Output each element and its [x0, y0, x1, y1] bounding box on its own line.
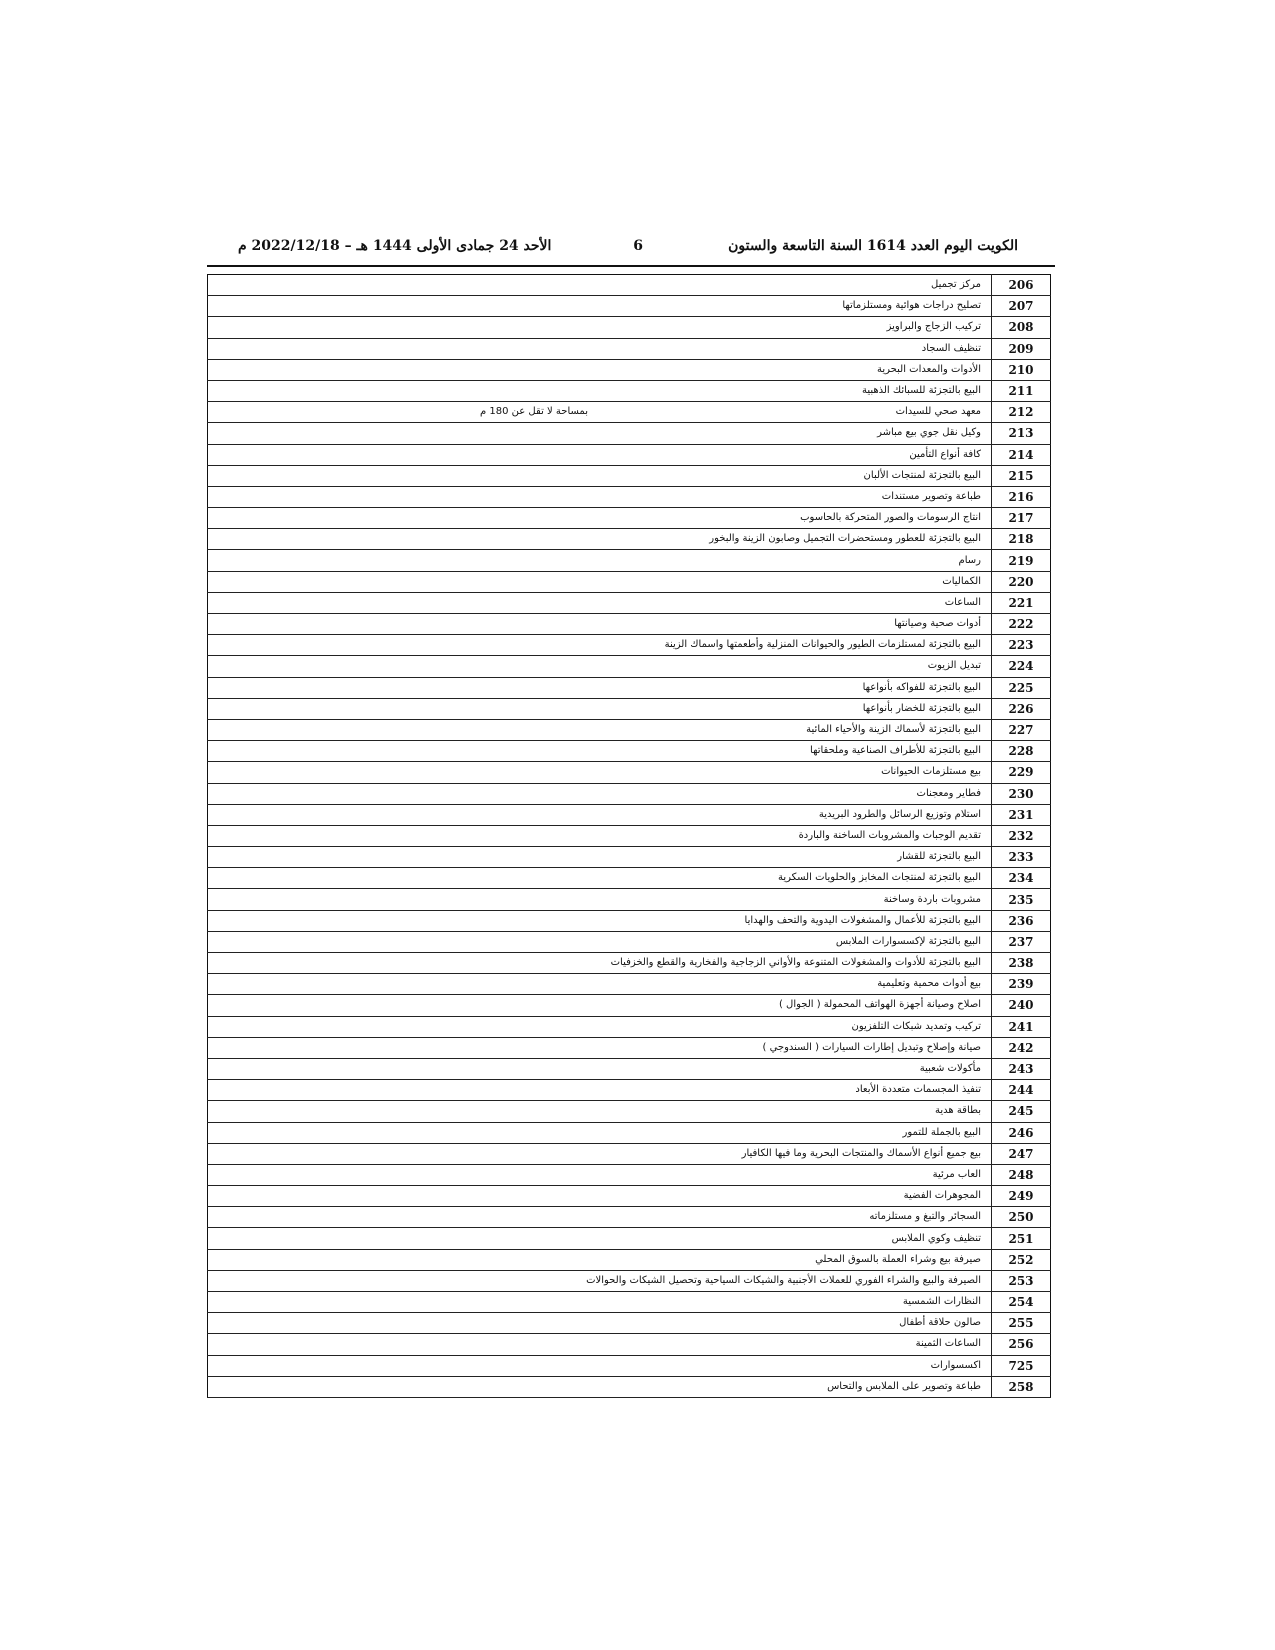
activity-note [208, 1376, 597, 1397]
activity-note [208, 1355, 597, 1376]
activity-note [208, 868, 597, 889]
activity-note [208, 1143, 597, 1164]
table-row [208, 974, 1051, 995]
activity-note [208, 741, 597, 762]
row-number: 253 [992, 1270, 1051, 1291]
activity-name: المجوهرات الفضية [596, 1186, 992, 1207]
table-row [208, 1164, 1051, 1185]
activity-note [208, 762, 597, 783]
activity-note [208, 359, 597, 380]
activity-name: الساعات [596, 592, 992, 613]
activity-name: البيع بالتجزئة للعطور ومستحضرات التجميل وصابون الزينة والبخور [596, 529, 992, 550]
activity-name: تصليح دراجات هوائية ومستلزماتها [596, 296, 992, 317]
table-row [208, 592, 1051, 613]
activity-name: النظارات الشمسية [596, 1292, 992, 1313]
table-row [208, 571, 1051, 592]
activity-note [208, 486, 597, 507]
activity-note [208, 592, 597, 613]
activity-name: بيع جميع أنواع الأسماك والمنتجات البحرية وما فيها الكافيار [596, 1143, 992, 1164]
row-number: 241 [992, 1016, 1051, 1037]
activity-note [208, 465, 597, 486]
row-number: 211 [992, 380, 1051, 401]
table-row [208, 614, 1051, 635]
activity-name: مأكولات شعبية [596, 1058, 992, 1079]
activity-note [208, 804, 597, 825]
activity-note [208, 910, 597, 931]
table-row [208, 1376, 1051, 1397]
table-row [208, 762, 1051, 783]
activity-note [208, 380, 597, 401]
activity-note [208, 953, 597, 974]
activity-note [208, 889, 597, 910]
activity-name: مركز تجميل [596, 275, 992, 296]
row-number: 242 [992, 1037, 1051, 1058]
table-row [208, 444, 1051, 465]
table-row [208, 1101, 1051, 1122]
activity-note [208, 529, 597, 550]
activity-name: البيع بالتجزئة للأدوات والمشغولات المتنوعة والأواني الزجاجية والفخارية والقطع والخزفيات [596, 953, 992, 974]
table-row [208, 359, 1051, 380]
activity-note [208, 1292, 597, 1313]
table-row [208, 1037, 1051, 1058]
row-number: 247 [992, 1143, 1051, 1164]
row-number: 238 [992, 953, 1051, 974]
row-number: 231 [992, 804, 1051, 825]
activity-name: البيع بالجملة للتمور [596, 1122, 992, 1143]
table-row [208, 1122, 1051, 1143]
activity-name: البيع بالتجزئة للسبائك الذهبية [596, 380, 992, 401]
row-number: 207 [992, 296, 1051, 317]
table-row [208, 1292, 1051, 1313]
activity-name: مشروبات باردة وساخنة [596, 889, 992, 910]
row-number: 227 [992, 719, 1051, 740]
table-row [208, 847, 1051, 868]
row-number: 255 [992, 1313, 1051, 1334]
activity-name: البيع بالتجزئة لأسماك الزينة والأحياء المائية [596, 719, 992, 740]
activity-note [208, 1058, 597, 1079]
table-row [208, 486, 1051, 507]
header-date: الأحد 24 جمادى الأولى 1444 هـ – 2022/12/18 م [238, 238, 552, 254]
activity-note [208, 296, 597, 317]
activity-note [208, 677, 597, 698]
table-row [208, 1080, 1051, 1101]
activity-name: صيرفة بيع وشراء العملة بالسوق المحلي [596, 1249, 992, 1270]
row-number: 229 [992, 762, 1051, 783]
table-row [208, 317, 1051, 338]
table-row [208, 1249, 1051, 1270]
table-row [208, 338, 1051, 359]
table-row [208, 931, 1051, 952]
activity-note [208, 338, 597, 359]
table-row [208, 1270, 1051, 1291]
activity-name: أدوات صحية وصيانتها [596, 614, 992, 635]
table-row [208, 1334, 1051, 1355]
row-number: 236 [992, 910, 1051, 931]
page-header [238, 238, 1018, 260]
table-row [208, 1355, 1051, 1376]
activity-name: انتاج الرسومات والصور المتحركة بالحاسوب [596, 508, 992, 529]
row-number: 223 [992, 635, 1051, 656]
header-page-number: 6 [633, 238, 643, 254]
activity-name: الصيرفة والبيع والشراء الفوري للعملات الأجنبية والشيكات السياحية وتحصيل الشيكات والحوالات [596, 1270, 992, 1291]
row-number: 220 [992, 571, 1051, 592]
header-rule [207, 265, 1055, 267]
table-row [208, 1186, 1051, 1207]
row-number: 214 [992, 444, 1051, 465]
activity-name: البيع بالتجزئة للقشار [596, 847, 992, 868]
row-number: 218 [992, 529, 1051, 550]
row-number: 248 [992, 1164, 1051, 1185]
table-row [208, 868, 1051, 889]
row-number: 232 [992, 825, 1051, 846]
row-number: 235 [992, 889, 1051, 910]
activity-name: صيانة وإصلاح وتبديل إطارات السيارات ( السندوجي ) [596, 1037, 992, 1058]
activity-note [208, 635, 597, 656]
row-number: 233 [992, 847, 1051, 868]
header-title: الكويت اليوم العدد 1614 السنة التاسعة والستون [728, 238, 1018, 254]
activity-note [208, 656, 597, 677]
activity-note [208, 825, 597, 846]
activity-note [208, 1313, 597, 1334]
table-row [208, 910, 1051, 931]
table-row [208, 1228, 1051, 1249]
row-number: 246 [992, 1122, 1051, 1143]
activity-name: اصلاح وصيانة أجهزة الهواتف المحمولة ( الجوال ) [596, 995, 992, 1016]
table-row [208, 1058, 1051, 1079]
activity-name: وكيل نقل جوي بيع مباشر [596, 423, 992, 444]
row-number: 228 [992, 741, 1051, 762]
activity-name: بيع أدوات محمية وتعليمية [596, 974, 992, 995]
row-number: 219 [992, 550, 1051, 571]
row-number: 251 [992, 1228, 1051, 1249]
table-row [208, 804, 1051, 825]
row-number: 210 [992, 359, 1051, 380]
activity-name: الساعات الثمينة [596, 1334, 992, 1355]
row-number: 258 [992, 1376, 1051, 1397]
row-number: 244 [992, 1080, 1051, 1101]
table-row [208, 380, 1051, 401]
row-number: 208 [992, 317, 1051, 338]
row-number: 225 [992, 677, 1051, 698]
activity-note: بمساحة لا تقل عن 180 م [208, 402, 597, 423]
activity-name: اكسسوارات [596, 1355, 992, 1376]
activity-note [208, 931, 597, 952]
row-number: 209 [992, 338, 1051, 359]
activity-note [208, 719, 597, 740]
activity-name: رسام [596, 550, 992, 571]
table-row [208, 508, 1051, 529]
activity-note [208, 698, 597, 719]
activity-name: البيع بالتجزئة لمستلزمات الطيور والحيوانات المنزلية وأطعمتها واسماك الزينة [596, 635, 992, 656]
table-row [208, 550, 1051, 571]
activity-note [208, 444, 597, 465]
table-row [208, 677, 1051, 698]
activity-name: الأدوات والمعدات البحرية [596, 359, 992, 380]
table-row [208, 889, 1051, 910]
activity-note [208, 1186, 597, 1207]
table-row [208, 635, 1051, 656]
activity-name: السجائر والتبغ و مستلزماته [596, 1207, 992, 1228]
activity-name: استلام وتوزيع الرسائل والطرود البريدية [596, 804, 992, 825]
row-number: 237 [992, 931, 1051, 952]
activity-note [208, 1037, 597, 1058]
row-number: 234 [992, 868, 1051, 889]
activity-note [208, 847, 597, 868]
activity-name: طباعة وتصوير مستندات [596, 486, 992, 507]
activity-note [208, 1228, 597, 1249]
row-number: 217 [992, 508, 1051, 529]
row-number: 222 [992, 614, 1051, 635]
row-number: 250 [992, 1207, 1051, 1228]
activity-note [208, 571, 597, 592]
activity-name: البيع بالتجزئة للأطراف الصناعية وملحقاتها [596, 741, 992, 762]
table-row [208, 995, 1051, 1016]
row-number: 252 [992, 1249, 1051, 1270]
row-number: 206 [992, 275, 1051, 296]
activity-name: تركيب وتمديد شبكات التلفزيون [596, 1016, 992, 1037]
table-row [208, 402, 1051, 423]
row-number: 226 [992, 698, 1051, 719]
table-row [208, 1143, 1051, 1164]
activity-note [208, 1016, 597, 1037]
activity-note [208, 1080, 597, 1101]
row-number: 230 [992, 783, 1051, 804]
table-row [208, 698, 1051, 719]
activity-note [208, 783, 597, 804]
row-number: 215 [992, 465, 1051, 486]
row-number: 256 [992, 1334, 1051, 1355]
row-number: 239 [992, 974, 1051, 995]
row-number: 245 [992, 1101, 1051, 1122]
activity-note [208, 317, 597, 338]
activity-name: صالون حلاقة أطفال [596, 1313, 992, 1334]
activity-note [208, 1122, 597, 1143]
activity-name: تبديل الزيوت [596, 656, 992, 677]
activity-name: معهد صحي للسيدات [596, 402, 992, 423]
activity-name: العاب مرئية [596, 1164, 992, 1185]
row-number: 213 [992, 423, 1051, 444]
activity-name: تنفيذ المجسمات متعددة الأبعاد [596, 1080, 992, 1101]
row-number: 254 [992, 1292, 1051, 1313]
activity-name: طباعة وتصوير على الملابس والتحاس [596, 1376, 992, 1397]
activity-name: بيع مستلزمات الحيوانات [596, 762, 992, 783]
activity-note [208, 508, 597, 529]
activity-name: البيع بالتجزئة لمنتجات الألبان [596, 465, 992, 486]
table-row [208, 465, 1051, 486]
activities-table-body [208, 275, 1051, 1398]
row-number: 212 [992, 402, 1051, 423]
activity-note [208, 995, 597, 1016]
table-row [208, 296, 1051, 317]
activity-name: البيع بالتجزئة للفواكه بأنواعها [596, 677, 992, 698]
row-number: 243 [992, 1058, 1051, 1079]
table-row [208, 719, 1051, 740]
activity-note [208, 1207, 597, 1228]
row-number: 249 [992, 1186, 1051, 1207]
table-row [208, 529, 1051, 550]
table-row [208, 953, 1051, 974]
activity-name: فطاير ومعجنات [596, 783, 992, 804]
activity-note [208, 423, 597, 444]
activity-note [208, 550, 597, 571]
activity-name: تنظيف وكوي الملابس [596, 1228, 992, 1249]
table-row [208, 741, 1051, 762]
activity-note [208, 614, 597, 635]
table-row [208, 825, 1051, 846]
activity-name: البيع بالتجزئة لإكسسوارات الملابس [596, 931, 992, 952]
row-number: 216 [992, 486, 1051, 507]
table-row [208, 1313, 1051, 1334]
activity-note [208, 974, 597, 995]
activity-name: البيع بالتجزئة للخضار بأنواعها [596, 698, 992, 719]
activity-note [208, 1334, 597, 1355]
activity-note [208, 1249, 597, 1270]
activity-name: بطاقة هدية [596, 1101, 992, 1122]
table-row [208, 783, 1051, 804]
activity-note [208, 1101, 597, 1122]
row-number: 224 [992, 656, 1051, 677]
activity-name: تركيب الزجاج والبراويز [596, 317, 992, 338]
activity-name: البيع بالتجزئة لمنتجات المخابز والحلويات السكرية [596, 868, 992, 889]
table-row [208, 275, 1051, 296]
activity-name: البيع بالتجزئة للأعمال والمشغولات اليدوية والتحف والهدايا [596, 910, 992, 931]
row-number: 725 [992, 1355, 1051, 1376]
activities-table [207, 274, 1051, 1398]
table-row [208, 656, 1051, 677]
activity-name: كافة أنواع التأمين [596, 444, 992, 465]
activity-name: الكماليات [596, 571, 992, 592]
activity-name: تقديم الوجبات والمشروبات الساخنة والباردة [596, 825, 992, 846]
table-row [208, 1016, 1051, 1037]
activity-name: تنظيف السجاد [596, 338, 992, 359]
row-number: 240 [992, 995, 1051, 1016]
table-row [208, 423, 1051, 444]
activity-note [208, 1164, 597, 1185]
activity-note [208, 275, 597, 296]
table-row [208, 1207, 1051, 1228]
activity-note [208, 1270, 597, 1291]
row-number: 221 [992, 592, 1051, 613]
